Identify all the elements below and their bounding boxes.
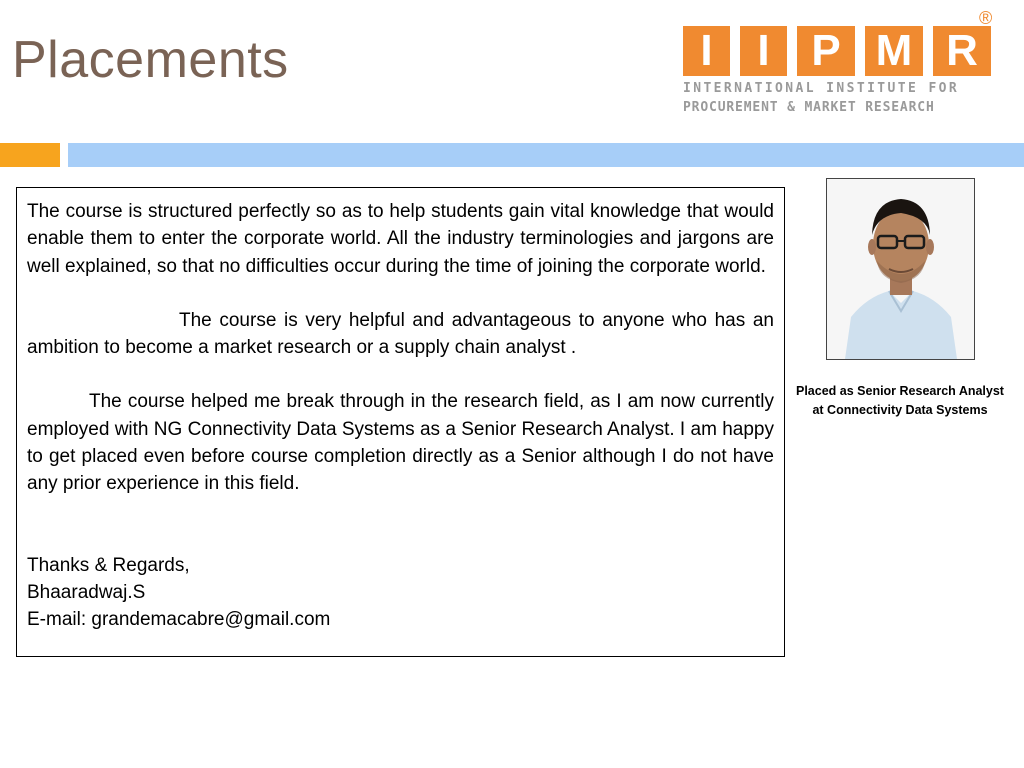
accent-bar-blue	[68, 143, 1024, 167]
logo-letter: I	[740, 26, 787, 76]
logo-letter: I	[683, 26, 730, 76]
author-name: Bhaaradwaj.S	[27, 581, 146, 603]
registered-mark: ®	[979, 8, 993, 28]
person-photo-icon	[827, 179, 974, 359]
closing-text: Thanks & Regards,	[27, 554, 190, 576]
student-photo	[826, 178, 975, 360]
iipmr-logo	[683, 8, 1003, 118]
testimonial-box	[16, 187, 785, 657]
author-email: E-mail: grandemacabre@gmail.com	[27, 609, 331, 631]
testimonial-paragraph: The course is very helpful and advantageous to anyone who has an ambition to become a market research or a supply chain analyst .	[27, 309, 774, 359]
logo-tagline-line2: PROCUREMENT & MARKET RESEARCH	[683, 100, 935, 115]
caption-line: at Connectivity Data Systems	[812, 403, 988, 417]
logo-letter: M	[865, 26, 923, 76]
testimonial-paragraph: The course helped me break through in the research field, as I am now currently employed with NG Connectivity Data Systems as a Senior Research Analyst. I am happy to get placed even before course completion directly as a Senior although I do not have any prior experience in this field.	[27, 391, 774, 495]
logo-letters	[683, 26, 991, 76]
logo-letter: P	[797, 26, 855, 76]
testimonial-paragraph: The course is structured perfectly so as to help students gain vital knowledge that would enable them to enter the corporate world. All the industry terminologies and jargons are well explained, so that no difficulties occur during the time of joining the corporate world.	[27, 201, 774, 277]
accent-bar-orange	[0, 143, 60, 167]
photo-caption	[786, 382, 1014, 420]
logo-tagline-line1: INTERNATIONAL INSTITUTE FOR	[683, 81, 960, 96]
page-title: Placements	[12, 31, 289, 89]
caption-line: Placed as Senior Research Analyst	[796, 384, 1004, 398]
logo-letter: R	[933, 26, 991, 76]
